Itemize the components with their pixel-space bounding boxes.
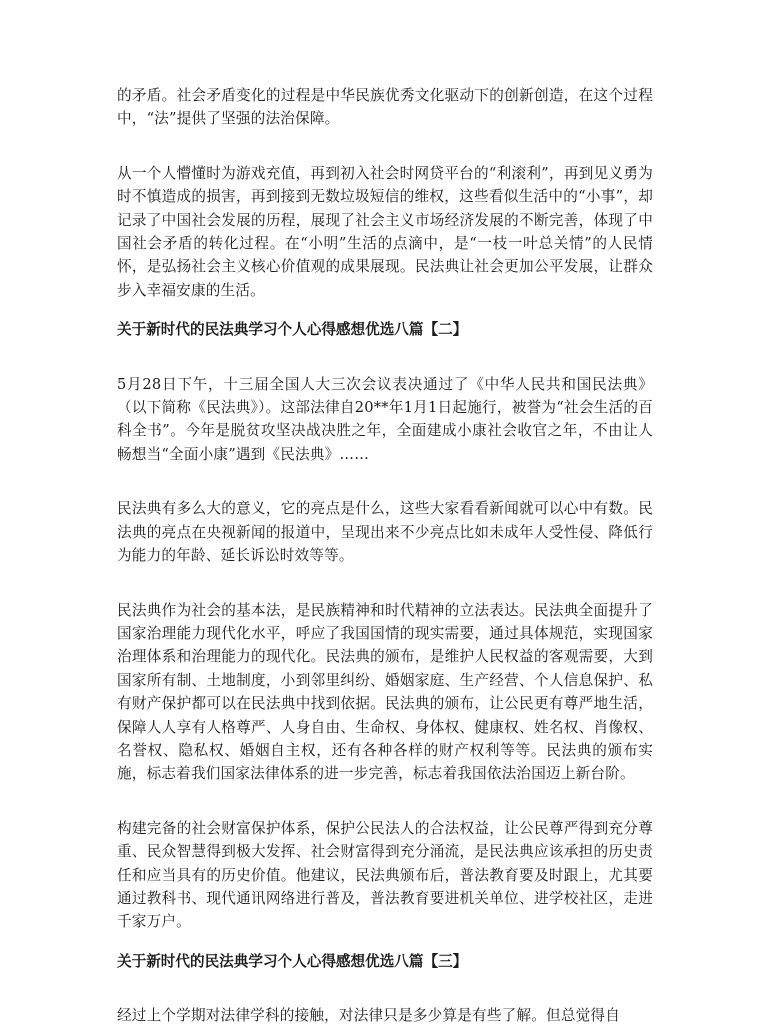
section-heading-3: 关于新时代的民法典学习个人心得感想优选八篇【三】 (117, 952, 468, 970)
paragraph-6: 构建完备的社会财富保护体系，保护公民法人的合法权益，让公民尊严得到充分尊重、民众智慧得到极大发挥、社会财富得到充分涌流，是民法典应该承担的历史责任和应当具有的历史价值。他建议，民法典颁布后，普法教育要及时跟上，尤其要通过教科书、现代通讯网络进行普及，普法教育要进机关单位、进学校社区，走进千家万户。 (117, 819, 653, 931)
spacer (117, 568, 653, 599)
spacer (117, 131, 653, 162)
spacer (117, 302, 653, 318)
document-body (117, 84, 653, 1028)
spacer (117, 934, 653, 950)
paragraph-5: 民法典作为社会的基本法，是民族精神和时代精神的立法表达。民法典全面提升了国家治理能力现代化水平，呼应了我国国情的现实需要，通过具体规范，实现国家治理体系和治理能力的现代化。民法典的颁布，是维护人民权益的客观需要，大到国家所有制、土地制度，小到邻里纠纷、婚姻家庭、生产经营、个人信息保护、私有财产保护都可以在民法典中找到依据。民法典的颁布，让公民更有尊严地生活，保障人人享有人格尊严、人身自由、生命权、身体权、健康权、姓名权、肖像权、名誉权、隐私权、婚姻自主权，还有各种各样的财产权利等等。民法典的颁布实施，标志着我们国家法律体系的进一步完善，标志着我国依法治国迈上新台阶。 (117, 601, 653, 783)
paragraph-1: 的矛盾。社会矛盾变化的过程是中华民族优秀文化驱动下的创新创造，在这个过程中，“法”提供了坚强的法治保障。 (117, 87, 653, 128)
section-heading-2: 关于新时代的民法典学习个人心得感想优选八篇【二】 (117, 321, 468, 339)
paragraph-2: 从一个人懵懂时为游戏充值，再到初入社会时网贷平台的“利滚利”，再到见义勇为时不慎造成的损害，再到接到无数垃圾短信的维权，这些看似生活中的“小事”，却记录了中国社会发展的历程，展现了社会主义市场经济发展的不断完善，体现了中国社会矛盾的转化过程。在“小明”生活的点滴中，是“一枝一叶总关情”的人民情怀，是弘扬社会主义核心价值观的成果展现。民法典让社会更加公平发展，让群众步入幸福安康的生活。 (117, 164, 653, 299)
spacer (117, 342, 653, 373)
paragraph-7: 经过上个学期对法律学科的接触，对法律只是多少算是有些了解。但总觉得自 (117, 1007, 620, 1025)
paragraph-4: 民法典有多么大的意义，它的亮点是什么，这些大家看看新闻就可以心中有数。民法典的亮点在央视新闻的报道中，呈现出来不少亮点比如未成年人受性侵、降低行为能力的年龄、延长诉讼时效等等。 (117, 500, 653, 565)
spacer (117, 786, 653, 817)
paragraph-3: 5月28日下午，十三届全国人大三次会议表决通过了《中华人民共和国民法典》（以下简称《民法典》）。这部法律自20**年1月1日起施行，被誉为“社会生活的百科全书”。今年是脱贫攻坚决战决胜之年，全面建成小康社会收官之年，不由让人畅想当“全面小康”遇到《民法典》…… (117, 375, 653, 463)
spacer (117, 466, 653, 497)
